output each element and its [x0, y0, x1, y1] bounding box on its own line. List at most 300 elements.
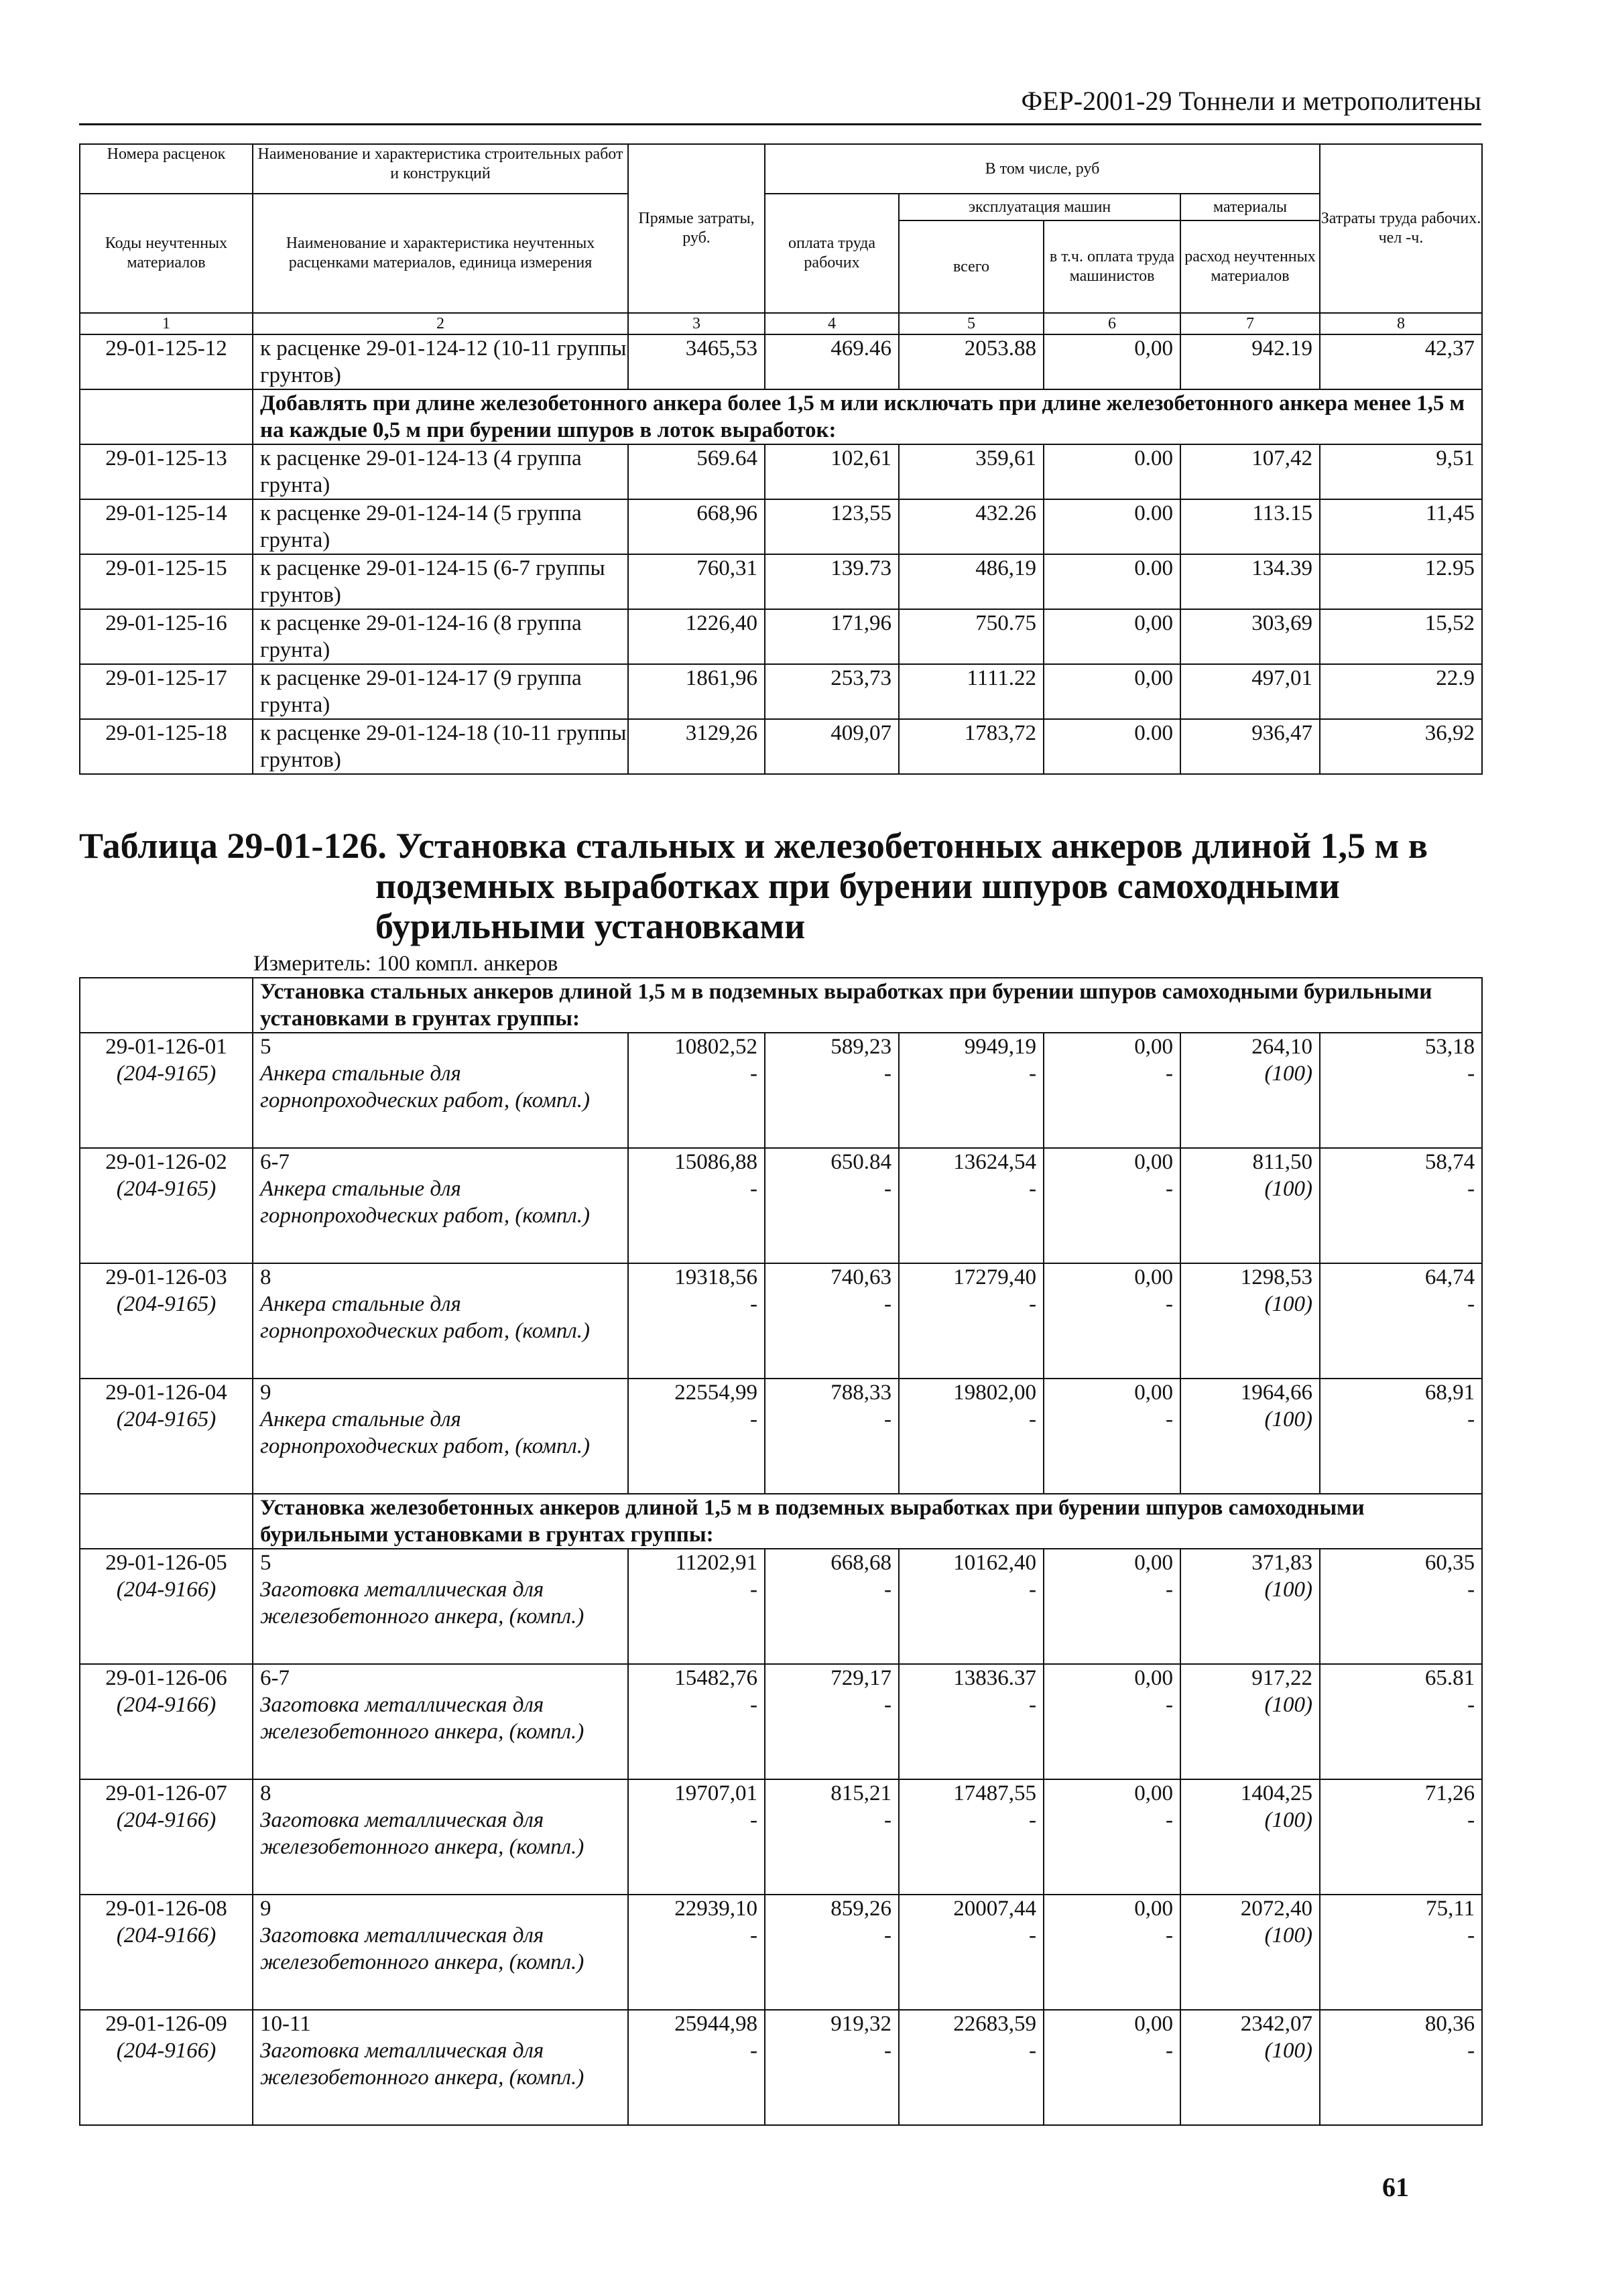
machine-total: 359,61 — [899, 444, 1044, 499]
machinist-pay-cell — [1044, 1379, 1180, 1494]
labor-hours-cell — [1320, 1379, 1482, 1494]
material-code: (204-9166) — [116, 1923, 217, 1948]
column-number: 2 — [253, 313, 628, 334]
dash: - — [750, 1578, 757, 1602]
col-work-name-header: Наименование и характеристика строительных работ и конструкций — [253, 144, 628, 194]
direct-costs: 25944,98 — [674, 2012, 757, 2036]
materials-cost-cell — [1180, 2010, 1320, 2125]
machine-total: 13836.37 — [953, 1666, 1036, 1690]
dash: - — [750, 1923, 757, 1948]
machinist-pay-cell — [1044, 1895, 1180, 2010]
dash: - — [1166, 1407, 1173, 1431]
machinist-pay: 0,00 — [1134, 1381, 1173, 1405]
table-row — [80, 334, 1482, 389]
machinist-pay: 0,00 — [1134, 1666, 1173, 1690]
materials-cost-cell — [1180, 1379, 1320, 1494]
table-row — [80, 1895, 1482, 2010]
rate-code-cell — [80, 2010, 253, 2125]
machinist-pay: 0,00 — [1134, 2012, 1173, 2036]
material-code: (204-9165) — [116, 1292, 217, 1316]
material-quantity: (100) — [1264, 1177, 1312, 1201]
labor-hours: 68,91 — [1424, 1381, 1475, 1405]
materials-cost: 134.39 — [1180, 554, 1320, 609]
machine-total: 13624,54 — [953, 1150, 1036, 1174]
work-name: к расценке 29-01-124-12 (10-11 группы грунтов) — [253, 334, 628, 389]
table-126-title — [79, 826, 1481, 946]
table-row — [80, 2010, 1482, 2125]
machine-total-cell — [899, 1549, 1044, 1664]
direct-costs: 1226,40 — [628, 609, 765, 664]
running-header — [79, 84, 1481, 125]
rates-table-125 — [79, 143, 1483, 775]
labor-pay-cell — [765, 2010, 899, 2125]
rate-code: 29-01-125-17 — [80, 664, 253, 719]
dash: - — [1166, 1062, 1173, 1086]
labor-hours: 53,18 — [1424, 1035, 1475, 1059]
material-name: Анкера стальные для горнопроходческих работ, (компл.) — [260, 1407, 591, 1458]
table-row — [80, 664, 1482, 719]
labor-hours-cell — [1320, 1895, 1482, 2010]
machine-total: 17487,55 — [953, 1781, 1036, 1805]
labor-hours: 15,52 — [1320, 609, 1482, 664]
work-name: к расценке 29-01-124-16 (8 группа грунта) — [253, 609, 628, 664]
rate-code: 29-01-126-04 — [105, 1381, 227, 1405]
machine-total: 432.26 — [899, 499, 1044, 554]
rate-code: 29-01-126-05 — [105, 1551, 227, 1575]
machinist-pay: 0,00 — [1134, 1551, 1173, 1575]
machine-total-cell — [899, 1664, 1044, 1779]
direct-costs-cell — [628, 1148, 765, 1263]
dash: - — [1166, 1693, 1173, 1717]
table-row — [80, 444, 1482, 499]
materials-cost: 1964,66 — [1240, 1381, 1312, 1405]
work-name-cell — [253, 1779, 628, 1895]
labor-hours-cell — [1320, 1263, 1482, 1379]
rate-code: 29-01-125-18 — [80, 719, 253, 774]
table-row — [80, 719, 1482, 774]
labor-hours: 42,37 — [1320, 334, 1482, 389]
labor-hours: 64,74 — [1424, 1265, 1475, 1289]
machinist-pay: 0,00 — [1044, 609, 1180, 664]
direct-costs: 19318,56 — [674, 1265, 757, 1289]
machine-total-cell — [899, 1033, 1044, 1148]
machinist-pay-cell — [1044, 1779, 1180, 1895]
empty-cell — [80, 1494, 253, 1549]
materials-cost: 1298,53 — [1240, 1265, 1312, 1289]
material-name: Анкера стальные для горнопроходческих работ, (компл.) — [260, 1292, 591, 1343]
dash: - — [1467, 2039, 1475, 2063]
labor-hours: 60,35 — [1424, 1551, 1475, 1575]
dash: - — [884, 1292, 892, 1316]
rate-code: 29-01-125-16 — [80, 609, 253, 664]
materials-cost-cell — [1180, 1779, 1320, 1895]
materials-cost: 2072,40 — [1240, 1897, 1312, 1921]
col-direct-costs-header: Прямые затраты, руб. — [628, 144, 765, 313]
work-name: к расценке 29-01-124-18 (10-11 группы грунтов) — [253, 719, 628, 774]
col-labor-hours-header: Затраты труда рабочих. чел -ч. — [1320, 144, 1482, 313]
dash: - — [1166, 1292, 1173, 1316]
material-code: (204-9166) — [116, 1578, 217, 1602]
machine-total-cell — [899, 2010, 1044, 2125]
dash: - — [884, 1693, 892, 1717]
materials-cost-cell — [1180, 1664, 1320, 1779]
section-heading: Установка железобетонных анкеров длиной 1,5 м в подземных выработках при бурении шпуров самоходными бурильными установками в грунтах группы: — [253, 1494, 1482, 1549]
machine-total-cell — [899, 1148, 1044, 1263]
materials-cost-cell — [1180, 1263, 1320, 1379]
labor-hours-cell — [1320, 2010, 1482, 2125]
material-name: Заготовка металлическая для железобетонного анкера, (компл.) — [260, 1808, 585, 1859]
dash: - — [1029, 1407, 1036, 1431]
column-number: 6 — [1044, 313, 1180, 334]
direct-costs: 569.64 — [628, 444, 765, 499]
direct-costs: 19707,01 — [674, 1781, 757, 1805]
direct-costs: 3465,53 — [628, 334, 765, 389]
machine-total-cell — [899, 1263, 1044, 1379]
material-quantity: (100) — [1264, 2039, 1312, 2063]
labor-pay: 171,96 — [765, 609, 899, 664]
labor-pay-cell — [765, 1549, 899, 1664]
labor-hours: 65.81 — [1424, 1666, 1475, 1690]
column-number: 1 — [80, 313, 253, 334]
material-name: Заготовка металлическая для железобетонного анкера, (компл.) — [260, 1578, 585, 1629]
machinist-pay: 0.00 — [1044, 444, 1180, 499]
machine-total: 17279,40 — [953, 1265, 1036, 1289]
col-unaccounted-materials-header: расход неучтенных материалов — [1180, 220, 1320, 313]
rate-code: 29-01-126-08 — [105, 1897, 227, 1921]
work-name-cell — [253, 1263, 628, 1379]
machine-total: 1783,72 — [899, 719, 1044, 774]
rate-code-cell — [80, 1664, 253, 1779]
material-quantity: (100) — [1264, 1292, 1312, 1316]
machine-total: 750.75 — [899, 609, 1044, 664]
labor-hours-cell — [1320, 1033, 1482, 1148]
labor-hours: 22.9 — [1320, 664, 1482, 719]
dash: - — [1029, 2039, 1036, 2063]
dash: - — [1166, 1808, 1173, 1832]
column-number: 8 — [1320, 313, 1482, 334]
direct-costs: 22939,10 — [674, 1897, 757, 1921]
labor-pay: 650.84 — [831, 1150, 892, 1174]
dash: - — [1166, 2039, 1173, 2063]
soil-group: 9 — [260, 1897, 271, 1921]
labor-pay: 469.46 — [765, 334, 899, 389]
labor-pay: 409,07 — [765, 719, 899, 774]
materials-cost: 936,47 — [1180, 719, 1320, 774]
dash: - — [1029, 1923, 1036, 1948]
machine-total: 2053.88 — [899, 334, 1044, 389]
dash: - — [884, 2039, 892, 2063]
rate-code: 29-01-125-13 — [80, 444, 253, 499]
rate-code-cell — [80, 1779, 253, 1895]
col-materials-header: материалы — [1180, 194, 1320, 220]
material-code: (204-9166) — [116, 1693, 217, 1717]
rate-code: 29-01-125-14 — [80, 499, 253, 554]
material-quantity: (100) — [1264, 1808, 1312, 1832]
page-number: 61 — [1382, 2172, 1409, 2202]
soil-group: 5 — [260, 1551, 271, 1575]
machinist-pay: 0,00 — [1134, 1035, 1173, 1059]
material-name: Заготовка металлическая для железобетонного анкера, (компл.) — [260, 2039, 585, 2090]
labor-pay-cell — [765, 1379, 899, 1494]
dash: - — [1467, 1808, 1475, 1832]
table-row — [80, 499, 1482, 554]
material-quantity: (100) — [1264, 1923, 1312, 1948]
materials-cost: 264,10 — [1251, 1035, 1312, 1059]
direct-costs-cell — [628, 1263, 765, 1379]
column-number: 7 — [1180, 313, 1320, 334]
dash: - — [884, 1578, 892, 1602]
labor-hours: 75,11 — [1426, 1897, 1475, 1921]
machinist-pay-cell — [1044, 1664, 1180, 1779]
direct-costs-cell — [628, 1895, 765, 2010]
machine-total: 9949,19 — [964, 1035, 1036, 1059]
machinist-pay-cell — [1044, 1148, 1180, 1263]
rate-code-cell — [80, 1895, 253, 2010]
dash: - — [1467, 1407, 1475, 1431]
labor-hours: 71,26 — [1424, 1781, 1475, 1805]
table-row — [80, 554, 1482, 609]
direct-costs: 10802,52 — [674, 1035, 757, 1059]
material-quantity: (100) — [1264, 1578, 1312, 1602]
dash: - — [750, 2039, 757, 2063]
column-number: 4 — [765, 313, 899, 334]
table-title-line: бурильными установками — [375, 906, 806, 946]
labor-hours-cell — [1320, 1664, 1482, 1779]
rate-code: 29-01-126-07 — [105, 1781, 227, 1805]
labor-hours-cell — [1320, 1549, 1482, 1664]
labor-pay: 919,32 — [831, 2012, 892, 2036]
direct-costs: 3129,26 — [628, 719, 765, 774]
direct-costs-cell — [628, 1033, 765, 1148]
section-note: Добавлять при длине железобетонного анкера более 1,5 м или исключать при длине железобетонного анкера менее 1,5 м на каждые 0,5 м при бурении шпуров в лоток выработок: — [253, 389, 1482, 444]
direct-costs: 1861,96 — [628, 664, 765, 719]
labor-hours: 80,36 — [1424, 2012, 1475, 2036]
labor-hours: 11,45 — [1320, 499, 1482, 554]
labor-hours-cell — [1320, 1148, 1482, 1263]
dash: - — [1029, 1693, 1036, 1717]
machine-total: 1111.22 — [899, 664, 1044, 719]
work-name: к расценке 29-01-124-13 (4 группа грунта) — [253, 444, 628, 499]
materials-cost: 942.19 — [1180, 334, 1320, 389]
machine-total: 20007,44 — [953, 1897, 1036, 1921]
table-row — [80, 1379, 1482, 1494]
table-row — [80, 1263, 1482, 1379]
labor-pay: 123,55 — [765, 499, 899, 554]
direct-costs: 15086,88 — [674, 1150, 757, 1174]
machinist-pay: 0,00 — [1044, 664, 1180, 719]
material-quantity: (100) — [1264, 1407, 1312, 1431]
col-machine-total-header: всего — [899, 220, 1044, 313]
table-title-line: Таблица 29-01-126. Установка стальных и железобетонных анкеров длиной 1,5 м в — [79, 826, 1428, 866]
machinist-pay-cell — [1044, 2010, 1180, 2125]
dash: - — [750, 1062, 757, 1086]
rate-code-cell — [80, 1379, 253, 1494]
materials-cost-cell — [1180, 1895, 1320, 2010]
labor-pay: 253,73 — [765, 664, 899, 719]
running-title: ФЕР-2001-29 Тоннели и метрополитены — [1021, 86, 1481, 116]
col-material-name-header: Наименование и характеристика неучтенных расценками материалов, единица измерения — [253, 194, 628, 313]
labor-pay-cell — [765, 1895, 899, 2010]
dash: - — [1029, 1808, 1036, 1832]
col-material-codes-header: Коды неучтенных материалов — [80, 194, 253, 313]
dash: - — [1467, 1062, 1475, 1086]
rate-code: 29-01-125-12 — [80, 334, 253, 389]
rate-code-cell — [80, 1148, 253, 1263]
rate-code: 29-01-126-06 — [105, 1666, 227, 1690]
dash: - — [884, 1808, 892, 1832]
dash: - — [1166, 1578, 1173, 1602]
material-name: Заготовка металлическая для железобетонного анкера, (компл.) — [260, 1923, 585, 1974]
labor-pay: 815,21 — [831, 1781, 892, 1805]
labor-pay: 102,61 — [765, 444, 899, 499]
machinist-pay: 0,00 — [1134, 1265, 1173, 1289]
section-heading: Установка стальных анкеров длиной 1,5 м в подземных выработках при бурении шпуров самоходными бурильными установками в грунтах группы: — [253, 978, 1482, 1033]
material-name: Анкера стальные для горнопроходческих работ, (компл.) — [260, 1177, 591, 1228]
rate-code-cell — [80, 1033, 253, 1148]
labor-pay-cell — [765, 1148, 899, 1263]
machinist-pay: 0,00 — [1044, 334, 1180, 389]
materials-cost-cell — [1180, 1148, 1320, 1263]
soil-group: 10-11 — [260, 2012, 311, 2036]
direct-costs-cell — [628, 1379, 765, 1494]
material-code: (204-9166) — [116, 2039, 217, 2063]
soil-group: 8 — [260, 1781, 271, 1805]
material-quantity: (100) — [1264, 1062, 1312, 1086]
material-code: (204-9165) — [116, 1407, 217, 1431]
work-name-cell — [253, 1379, 628, 1494]
soil-group: 6-7 — [260, 1150, 290, 1174]
machine-total: 19802,00 — [953, 1381, 1036, 1405]
machine-total-cell — [899, 1379, 1044, 1494]
machinist-pay-cell — [1044, 1033, 1180, 1148]
dash: - — [884, 1407, 892, 1431]
dash: - — [750, 1177, 757, 1201]
material-code: (204-9165) — [116, 1177, 217, 1201]
dash: - — [750, 1693, 757, 1717]
work-name: к расценке 29-01-124-14 (5 группа грунта) — [253, 499, 628, 554]
work-name-cell — [253, 1033, 628, 1148]
dash: - — [750, 1407, 757, 1431]
direct-costs-cell — [628, 2010, 765, 2125]
labor-pay: 589,23 — [831, 1035, 892, 1059]
labor-pay-cell — [765, 1263, 899, 1379]
work-name: к расценке 29-01-124-17 (9 группа грунта) — [253, 664, 628, 719]
materials-cost: 2342,07 — [1240, 2012, 1312, 2036]
material-name: Заготовка металлическая для железобетонного анкера, (компл.) — [260, 1693, 585, 1744]
materials-cost: 811,50 — [1252, 1150, 1312, 1174]
machinist-pay: 0,00 — [1134, 1150, 1173, 1174]
machinist-pay-cell — [1044, 1549, 1180, 1664]
soil-group: 9 — [260, 1381, 271, 1405]
machinist-pay: 0,00 — [1134, 1781, 1173, 1805]
labor-pay-cell — [765, 1033, 899, 1148]
dash: - — [1467, 1923, 1475, 1948]
rate-code: 29-01-126-09 — [105, 2012, 227, 2036]
labor-pay: 859,26 — [831, 1897, 892, 1921]
direct-costs-cell — [628, 1549, 765, 1664]
work-name-cell — [253, 2010, 628, 2125]
machinist-pay: 0.00 — [1044, 499, 1180, 554]
work-name-cell — [253, 1664, 628, 1779]
material-code: (204-9166) — [116, 1808, 217, 1832]
dash: - — [750, 1292, 757, 1316]
table-row — [80, 1779, 1482, 1895]
direct-costs-cell — [628, 1664, 765, 1779]
column-number: 5 — [899, 313, 1044, 334]
work-name: к расценке 29-01-124-15 (6-7 группы грунтов) — [253, 554, 628, 609]
rate-code-cell — [80, 1263, 253, 1379]
machine-total: 10162,40 — [953, 1551, 1036, 1575]
dash: - — [1029, 1062, 1036, 1086]
table-title-line: подземных выработках при бурении шпуров самоходными — [375, 866, 1340, 906]
dash: - — [1467, 1693, 1475, 1717]
dash: - — [1029, 1177, 1036, 1201]
empty-cell — [80, 389, 253, 444]
materials-cost: 497,01 — [1180, 664, 1320, 719]
table-row — [80, 1664, 1482, 1779]
unit-of-measure: Измеритель: 100 компл. анкеров — [253, 952, 558, 976]
dash: - — [884, 1062, 892, 1086]
soil-group: 5 — [260, 1035, 271, 1059]
materials-cost: 107,42 — [1180, 444, 1320, 499]
materials-cost: 1404,25 — [1240, 1781, 1312, 1805]
dash: - — [884, 1923, 892, 1948]
rates-table-126 — [79, 977, 1483, 2126]
materials-cost-cell — [1180, 1033, 1320, 1148]
dash: - — [884, 1177, 892, 1201]
work-name-cell — [253, 1549, 628, 1664]
machinist-pay: 0,00 — [1134, 1897, 1173, 1921]
column-number: 3 — [628, 313, 765, 334]
rate-code: 29-01-125-15 — [80, 554, 253, 609]
labor-hours: 58,74 — [1424, 1150, 1475, 1174]
labor-hours: 9,51 — [1320, 444, 1482, 499]
labor-pay-cell — [765, 1779, 899, 1895]
table-row — [80, 609, 1482, 664]
rate-code-cell — [80, 1549, 253, 1664]
dash: - — [1467, 1177, 1475, 1201]
work-name-cell — [253, 1148, 628, 1263]
empty-cell — [80, 978, 253, 1033]
col-in-total-header: В том числе, руб — [765, 144, 1320, 194]
machinist-pay-cell — [1044, 1263, 1180, 1379]
materials-cost: 303,69 — [1180, 609, 1320, 664]
labor-pay-cell — [765, 1664, 899, 1779]
materials-cost: 371,83 — [1251, 1551, 1312, 1575]
direct-costs: 11202,91 — [675, 1551, 757, 1575]
material-name: Анкера стальные для горнопроходческих работ, (компл.) — [260, 1062, 591, 1112]
direct-costs-cell — [628, 1779, 765, 1895]
labor-pay: 729,17 — [831, 1666, 892, 1690]
dash: - — [1029, 1578, 1036, 1602]
machinist-pay: 0.00 — [1044, 719, 1180, 774]
labor-pay: 740,63 — [831, 1265, 892, 1289]
soil-group: 8 — [260, 1265, 271, 1289]
labor-pay: 668,68 — [831, 1551, 892, 1575]
labor-hours-cell — [1320, 1779, 1482, 1895]
table-row — [80, 1148, 1482, 1263]
material-code: (204-9165) — [116, 1062, 217, 1086]
machine-total: 486,19 — [899, 554, 1044, 609]
machine-total-cell — [899, 1779, 1044, 1895]
materials-cost: 113.15 — [1180, 499, 1320, 554]
labor-pay: 788,33 — [831, 1381, 892, 1405]
direct-costs: 760,31 — [628, 554, 765, 609]
rate-code: 29-01-126-01 — [105, 1035, 227, 1059]
col-machine-ops-header: эксплуатация машин — [899, 194, 1180, 220]
col-machinist-pay-header: в т.ч. оплата труда машинистов — [1044, 220, 1180, 313]
labor-hours: 36,92 — [1320, 719, 1482, 774]
